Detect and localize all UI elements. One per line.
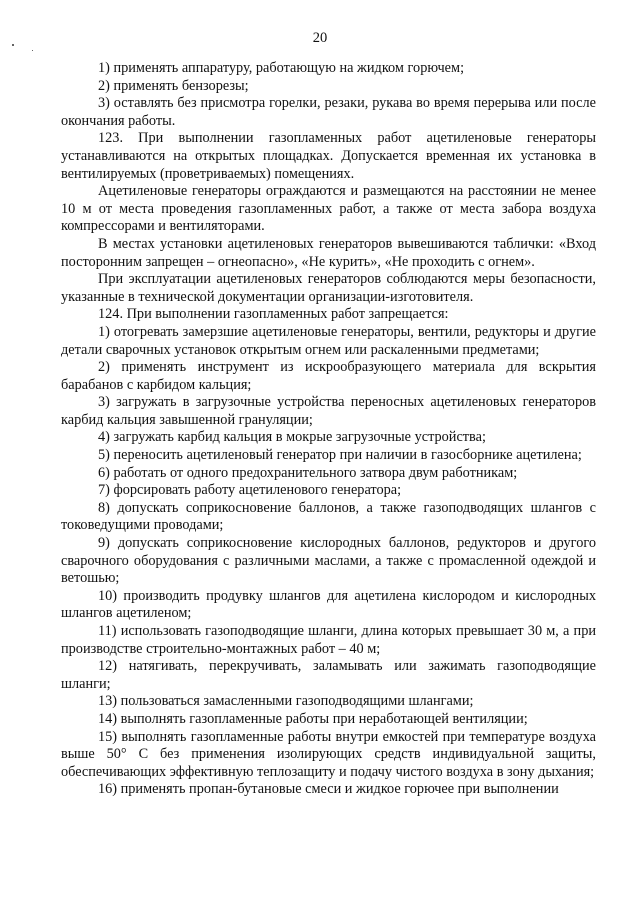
paragraph: 9) допускать соприкосновение кислородных баллонов, редукторов и другого сварочного оборудования с различными маслами, а также с промасленной одеждой и ветошью; <box>61 535 596 587</box>
paragraph: 15) выполнять газопламенные работы внутри емкостей при температуре воздуха выше 50° С без применения изолирующих средств индивидуальной защиты, обеспечивающих эффективную теплозащиту и подачу чистого воздуха в зону дыхания; <box>61 728 596 780</box>
paragraph: 5) переносить ацетиленовый генератор при наличии в газосборнике ацетилена; <box>98 447 582 464</box>
paragraph: 8) допускать соприкосновение баллонов, а также газоподводящих шлангов с токоведущими проводами; <box>61 499 596 534</box>
paragraph: При эксплуатации ацетиленовых генераторов соблюдаются меры безопасности, указанные в технической документации организации-изготовителя. <box>61 271 596 305</box>
paragraph: 12) натягивать, перекручивать, заламывать или зажимать газоподводящие шланги; <box>61 658 596 692</box>
paragraph: 13) пользоваться замасленными газоподводящими шлангами; <box>98 693 474 710</box>
scan-speck <box>12 44 14 46</box>
paragraph: 2) применять инструмент из искрообразующего материала для вскрытия барабанов с карбидом кальция; <box>61 359 596 393</box>
paragraph: 124. При выполнении газопламенных работ запрещается: <box>98 306 449 323</box>
paragraph: 6) работать от одного предохранительного затвора двум работникам; <box>98 464 518 481</box>
paragraph: 4) загружать карбид кальция в мокрые загрузочные устройства; <box>98 429 486 446</box>
paragraph: 14) выполнять газопламенные работы при неработающей вентиляции; <box>98 710 528 727</box>
paragraph: 123. При выполнении газопламенных работ ацетиленовые генераторы устанавливаются на открытых площадках. Допускается временная их установка в вентилируемых (проветриваемых) помещениях. <box>61 130 596 182</box>
paragraph: 1) отогревать замерзшие ацетиленовые генераторы, вентили, редукторы и другие детали сварочных установок открытым огнем или раскаленными предметами; <box>61 323 596 358</box>
document-body <box>61 60 596 799</box>
scan-speck <box>32 50 33 51</box>
paragraph: 3) оставлять без присмотра горелки, резаки, рукава во время перерыва или после окончания работы. <box>61 95 596 129</box>
paragraph: В местах установки ацетиленовых генераторов вывешиваются таблички: «Вход посторонним запрещен – огнеопасно», «Не курить», «Не проходить с огнем». <box>61 235 596 270</box>
paragraph: 2) применять бензорезы; <box>98 77 249 94</box>
paragraph: 7) форсировать работу ацетиленового генератора; <box>98 482 402 499</box>
paragraph: 1) применять аппаратуру, работающую на жидком горючем; <box>98 60 465 76</box>
paragraph: 11) использовать газоподводящие шланги, длина которых превышает 30 м, а при производстве строительно-монтажных работ – 40 м; <box>61 623 596 657</box>
page-number: 20 <box>312 30 328 46</box>
paragraph: Ацетиленовые генераторы ограждаются и размещаются на расстоянии не менее 10 м от места проведения газопламенных работ, а также от места забора воздуха компрессорами и вентиляторами. <box>61 183 596 235</box>
paragraph: 16) применять пропан-бутановые смеси и жидкое горючее при выполнении <box>98 781 559 798</box>
paragraph: 3) загружать в загрузочные устройства переносных ацетиленовых генераторов карбид кальция завышенной грануляции; <box>61 394 596 428</box>
paragraph: 10) производить продувку шлангов для ацетилена кислородом и кислородных шлангов ацетиленом; <box>61 587 596 622</box>
